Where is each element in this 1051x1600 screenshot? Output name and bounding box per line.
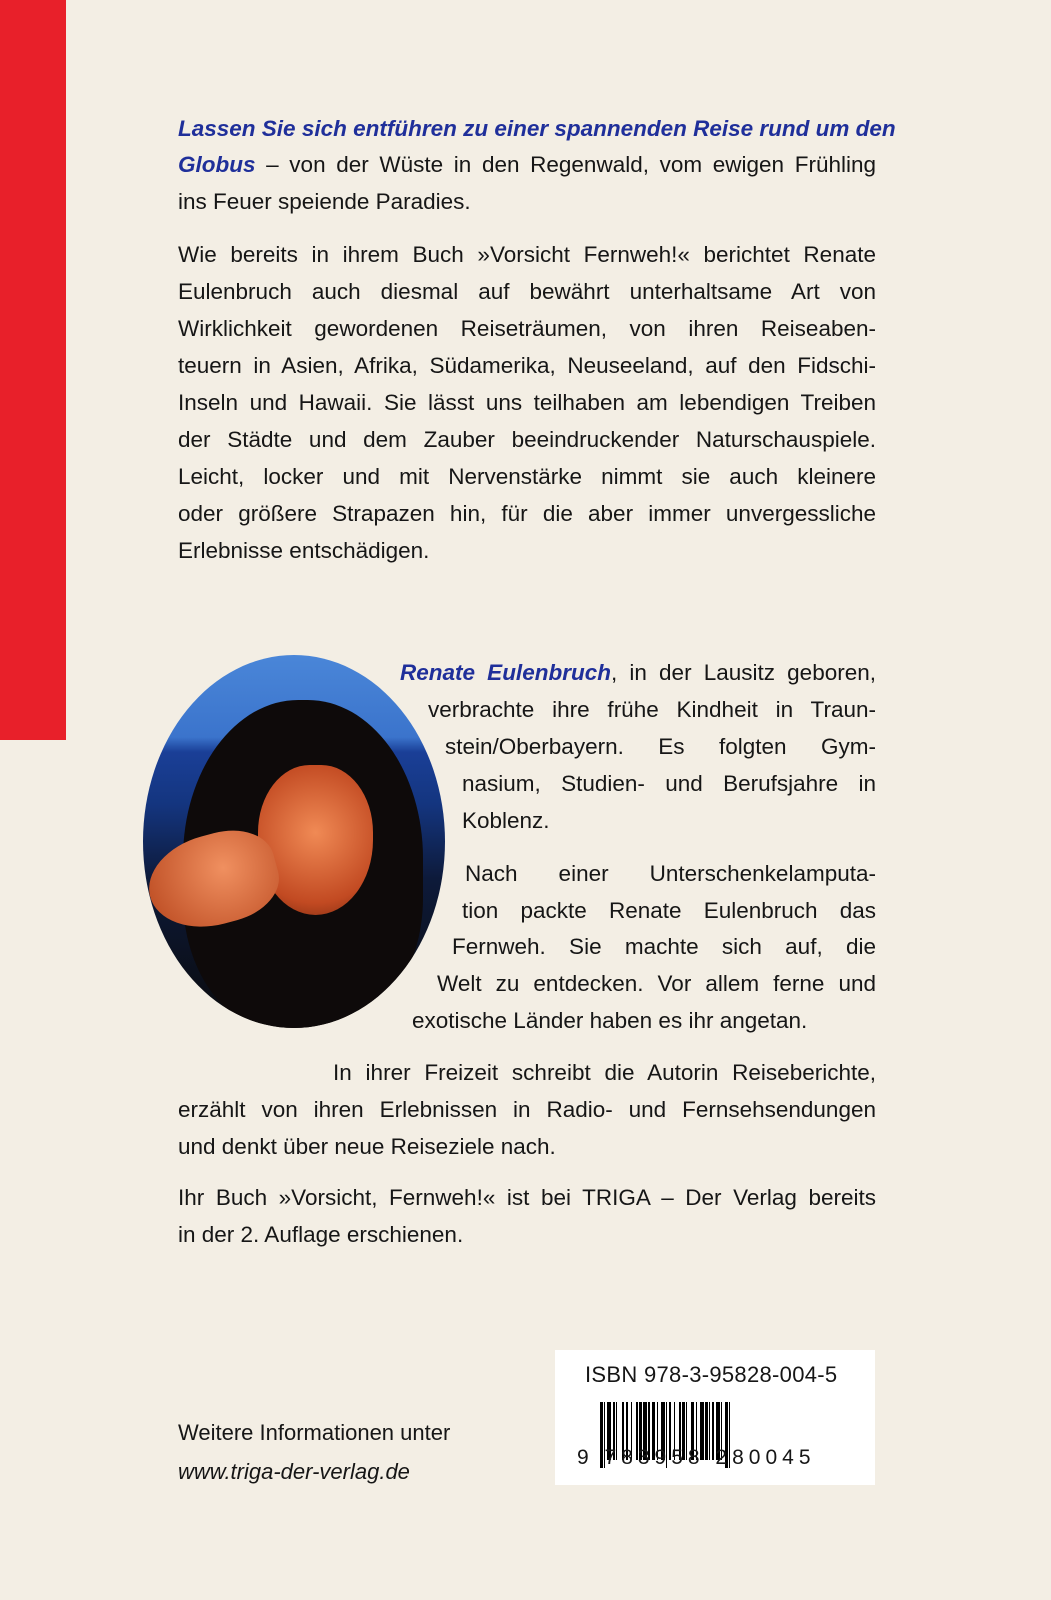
text-line: Koblenz. <box>462 808 550 833</box>
text-line: Welt zu entdecken. Vor allem ferne und <box>437 971 876 996</box>
author-line <box>400 658 876 688</box>
blurb-line: ins Feuer speiende Paradies. <box>178 189 471 214</box>
publisher-url[interactable]: www.triga-der-verlag.de <box>178 1459 410 1484</box>
text-line: und denkt über neue Reiseziele nach. <box>178 1134 556 1159</box>
text-line: stein/Oberbayern. Es folgten Gym- <box>445 734 876 759</box>
isbn-box <box>555 1350 875 1485</box>
red-spine-bar <box>0 0 66 740</box>
blurb-lead-emphasis: Globus <box>178 152 256 177</box>
text-line: Wirklichkeit gewordenen Reiseträumen, von ihren Reiseaben- <box>178 316 876 341</box>
text-line: In ihrer Freizeit schreibt die Autorin Reiseberichte, <box>333 1060 876 1085</box>
text-line: Fernweh. Sie machte sich auf, die <box>452 934 876 959</box>
text-line: verbrachte ihre frühe Kindheit in Traun- <box>428 697 876 722</box>
text-line: Eulenbruch auch diesmal auf bewährt unterhaltsame Art von <box>178 279 876 304</box>
author-photo <box>143 655 445 1028</box>
text-line: Erlebnisse entschädigen. <box>178 538 430 563</box>
blurb-text: – von der Wüste in den Regenwald, vom ewigen Frühling <box>255 152 876 177</box>
text-line: Ihr Buch »Vorsicht, Fernweh!« ist bei TRIGA – Der Verlag bereits <box>178 1185 876 1210</box>
text-line: Wie bereits in ihrem Buch »Vorsicht Fernweh!« berichtet Renate <box>178 242 876 267</box>
text-line: Nach einer Unterschenkelamputa- <box>465 861 876 886</box>
blurb-lead-emphasis: Lassen Sie sich entführen zu einer spannenden Reise rund um den <box>178 116 896 141</box>
text-line: nasium, Studien- und Berufsjahre in <box>462 771 876 796</box>
info-label: Weitere Informationen unter <box>178 1420 451 1445</box>
blurb-line <box>178 150 876 180</box>
barcode-digits: 9 783958 280045 <box>577 1446 816 1469</box>
text-line: tion packte Renate Eulenbruch das <box>462 898 876 923</box>
text-line: oder größere Strapazen hin, für die aber immer unvergessliche <box>178 501 876 526</box>
isbn-label: ISBN 978-3-95828-004-5 <box>585 1362 838 1387</box>
text-line: in der 2. Auflage erschienen. <box>178 1222 464 1247</box>
text-line: erzählt von ihren Erlebnissen in Radio- und Fernsehsendungen <box>178 1097 876 1122</box>
text-line: Leicht, locker und mit Nervenstärke nimmt sie auch kleinere <box>178 464 876 489</box>
text-line: Inseln und Hawaii. Sie lässt uns teilhaben am lebendigen Treiben <box>178 390 876 415</box>
author-text: , in der Lausitz geboren, <box>610 660 876 685</box>
author-name: Renate Eulenbruch <box>400 660 611 685</box>
blurb-line <box>178 114 896 144</box>
text-line: teuern in Asien, Afrika, Südamerika, Neuseeland, auf den Fidschi- <box>178 353 876 378</box>
text-line: exotische Länder haben es ihr angetan. <box>412 1008 808 1033</box>
text-line: der Städte und dem Zauber beeindruckender Naturschauspiele. <box>178 427 876 452</box>
